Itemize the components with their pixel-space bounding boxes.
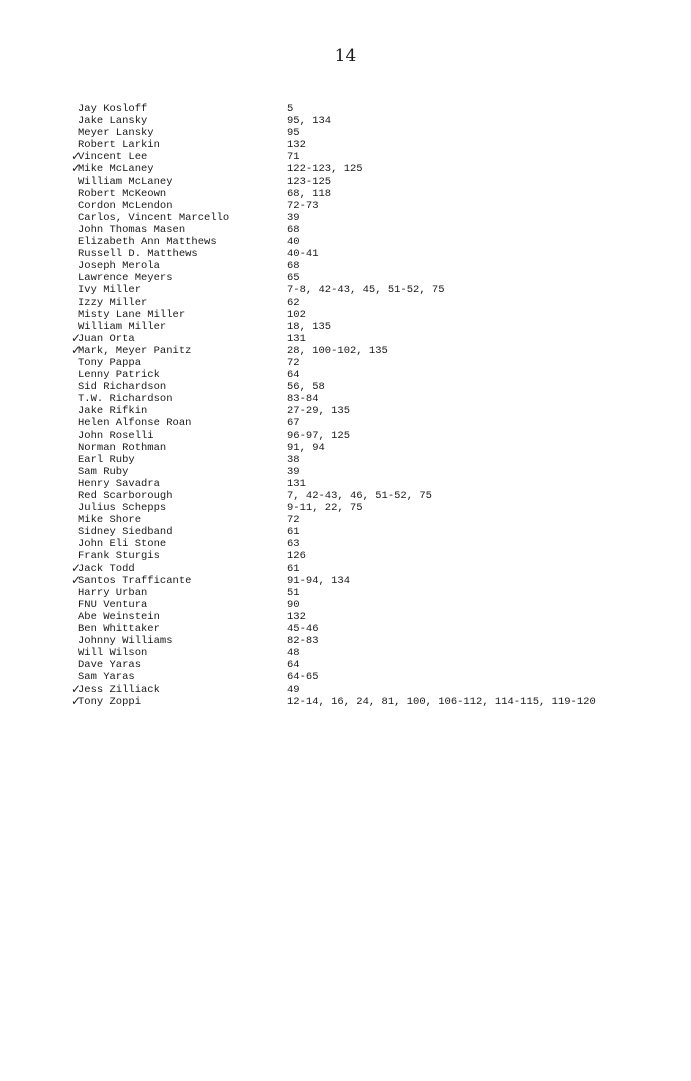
entry-page-references: 72 (287, 356, 300, 369)
index-entry (78, 466, 658, 478)
index-entry (78, 357, 658, 369)
entry-page-references: 61 (287, 526, 300, 539)
index-entry (78, 321, 658, 333)
entry-page-references: 9-11, 22, 75 (287, 502, 363, 515)
entry-page-references: 126 (287, 550, 306, 563)
handwritten-check-mark-icon: ✓ (71, 342, 82, 357)
entry-name: John Eli Stone (78, 538, 167, 551)
entry-name: Cordon McLendon (78, 199, 173, 212)
index-entry (78, 405, 658, 417)
entry-page-references: 131 (287, 477, 306, 490)
index-entry (78, 284, 658, 296)
entry-page-references: 102 (287, 308, 306, 321)
entry-page-references: 39 (287, 211, 300, 224)
handwritten-check-mark-icon: ✓ (71, 681, 82, 696)
entry-name: Santos Trafficante (78, 574, 192, 587)
index-entry (78, 115, 658, 127)
index-entry (78, 454, 658, 466)
index-entry (78, 526, 658, 538)
index-entry (78, 611, 658, 623)
entry-name: Vincent Lee (78, 151, 148, 164)
index-entry (78, 248, 658, 260)
handwritten-check-mark-icon: ✓ (71, 161, 82, 176)
index-entry (78, 647, 658, 659)
entry-name: Earl Ruby (78, 453, 135, 466)
index-entry (78, 381, 658, 393)
entry-name: Jay Kosloff (78, 103, 148, 115)
entry-page-references: 96-97, 125 (287, 429, 351, 442)
entry-page-references: 95, 134 (287, 115, 332, 128)
entry-name: Mike McLaney (78, 163, 154, 176)
index-entry (78, 212, 658, 224)
entry-name: Julius Schepps (78, 502, 167, 515)
entry-name: Dave Yaras (78, 659, 142, 672)
entry-page-references: 64 (287, 369, 300, 382)
entry-page-references: 38 (287, 453, 300, 466)
entry-name: Helen Alfonse Roan (78, 417, 192, 430)
handwritten-check-mark-icon: ✓ (71, 149, 82, 164)
entry-name: Henry Savadra (78, 477, 160, 490)
entry-page-references: 56, 58 (287, 381, 325, 394)
index-entry (78, 430, 658, 442)
entry-name: Robert Larkin (78, 139, 160, 152)
entry-name: Mike Shore (78, 514, 142, 527)
entry-name: Red Scarborough (78, 490, 173, 502)
entry-page-references: 132 (287, 139, 306, 152)
entry-page-references: 91, 94 (287, 441, 325, 454)
index-entry (78, 103, 658, 115)
entry-name: Sam Yaras (78, 671, 135, 684)
entry-name: T.W. Richardson (78, 393, 173, 406)
entry-page-references: 72 (287, 514, 300, 527)
index-entry (71, 572, 658, 587)
index-entry (78, 478, 658, 490)
entry-name: Jake Lansky (78, 115, 148, 128)
entry-page-references: 5 (287, 103, 294, 115)
entry-name: William McLaney (78, 175, 173, 188)
index-entry (78, 224, 658, 236)
entry-page-references: 7-8, 42-43, 45, 51-52, 75 (287, 284, 445, 297)
entry-page-references: 68 (287, 223, 300, 236)
entry-name: John Roselli (78, 429, 154, 442)
entry-name: Misty Lane Miller (78, 308, 186, 321)
entry-page-references: 71 (287, 151, 300, 164)
entry-name: Carlos, Vincent Marcello (78, 211, 230, 224)
entry-name: Norman Rothman (78, 441, 167, 454)
entry-page-references: 45-46 (287, 623, 319, 636)
index-entry (78, 599, 658, 611)
index-entry (78, 490, 658, 502)
entry-name: Sidney Siedband (78, 526, 173, 539)
entry-name: Izzy Miller (78, 296, 148, 309)
handwritten-check-mark-icon: ✓ (71, 693, 82, 708)
entry-page-references: 40 (287, 236, 300, 249)
entry-page-references: 18, 135 (287, 320, 332, 333)
index-entry (78, 587, 658, 599)
entry-page-references: 65 (287, 272, 300, 285)
page-number: 14 (334, 46, 357, 66)
entry-name: Robert McKeown (78, 187, 167, 200)
index-entry (78, 236, 658, 248)
handwritten-check-mark-icon: ✓ (71, 330, 82, 345)
entry-name: Harry Urban (78, 586, 148, 599)
name-index-list (71, 103, 658, 708)
entry-name: Frank Sturgis (78, 550, 160, 563)
index-entry (78, 272, 658, 284)
entry-name: Abe Weinstein (78, 610, 160, 623)
entry-name: John Thomas Masen (78, 223, 186, 236)
entry-page-references: 90 (287, 598, 300, 611)
index-entry (78, 671, 658, 683)
entry-name: Lenny Patrick (78, 369, 160, 382)
index-entry (78, 200, 658, 212)
entry-name: Sid Richardson (78, 381, 167, 394)
entry-name: Juan Orta (78, 332, 135, 345)
entry-name: Jake Rifkin (78, 405, 148, 418)
entry-name: Will Wilson (78, 647, 148, 660)
entry-page-references: 64 (287, 659, 300, 672)
handwritten-check-mark-icon: ✓ (71, 572, 82, 587)
entry-page-references: 27-29, 135 (287, 405, 351, 418)
entry-name: Jess Zilliack (78, 683, 160, 696)
index-entry (71, 560, 658, 575)
index-entry (78, 127, 658, 139)
handwritten-check-mark-icon: ✓ (71, 560, 82, 575)
entry-name: Jack Todd (78, 562, 135, 575)
index-entry (78, 188, 658, 200)
entry-page-references: 28, 100-102, 135 (287, 344, 388, 357)
entry-page-references: 7, 42-43, 46, 51-52, 75 (287, 490, 432, 502)
index-entry (78, 369, 658, 381)
index-entry (78, 635, 658, 647)
index-entry (78, 623, 658, 635)
entry-name: Johnny Williams (78, 635, 173, 648)
entry-name: Meyer Lansky (78, 127, 154, 140)
entry-page-references: 82-83 (287, 635, 319, 648)
entry-name: Elizabeth Ann Matthews (78, 236, 217, 249)
index-entry (78, 417, 658, 429)
index-entry (78, 309, 658, 321)
entry-page-references: 64-65 (287, 671, 319, 684)
entry-name: Lawrence Meyers (78, 272, 173, 285)
index-entry (78, 442, 658, 454)
index-entry (78, 514, 658, 526)
index-entry (71, 330, 658, 345)
index-entry (78, 550, 658, 562)
entry-name: William Miller (78, 320, 167, 333)
entry-page-references: 68, 118 (287, 187, 332, 200)
entry-page-references: 68 (287, 260, 300, 273)
entry-name: Sam Ruby (78, 465, 129, 478)
entry-page-references: 95 (287, 127, 300, 140)
entry-page-references: 123-125 (287, 175, 332, 188)
entry-page-references: 39 (287, 465, 300, 478)
index-entry (71, 693, 658, 708)
entry-page-references: 131 (287, 332, 306, 345)
entry-page-references: 40-41 (287, 248, 319, 261)
entry-page-references: 49 (287, 683, 300, 696)
index-entry (71, 149, 658, 164)
index-entry (78, 659, 658, 671)
entry-name: Tony Pappa (78, 356, 142, 369)
index-entry (78, 393, 658, 405)
entry-page-references: 72-73 (287, 199, 319, 212)
entry-name: Mark, Meyer Panitz (78, 344, 192, 357)
index-entry (71, 161, 658, 176)
entry-name: FNU Ventura (78, 598, 148, 611)
entry-page-references: 91-94, 134 (287, 574, 351, 587)
index-entry (78, 502, 658, 514)
entry-name: Ben Whittaker (78, 623, 160, 636)
index-entry (78, 538, 658, 550)
entry-page-references: 67 (287, 417, 300, 430)
entry-name: Russell D. Matthews (78, 248, 198, 261)
entry-name: Tony Zoppi (78, 695, 142, 708)
index-entry (78, 297, 658, 309)
index-entry (71, 342, 658, 357)
entry-name: Ivy Miller (78, 284, 142, 297)
entry-page-references: 63 (287, 538, 300, 551)
index-entry (78, 260, 658, 272)
entry-page-references: 122-123, 125 (287, 163, 363, 176)
entry-page-references: 132 (287, 610, 306, 623)
entry-page-references: 62 (287, 296, 300, 309)
entry-page-references: 83-84 (287, 393, 319, 406)
index-entry (71, 681, 658, 696)
entry-page-references: 12-14, 16, 24, 81, 100, 106-112, 114-115, 119-120 (287, 695, 596, 708)
entry-page-references: 48 (287, 647, 300, 660)
entry-page-references: 61 (287, 562, 300, 575)
index-entry (78, 176, 658, 188)
entry-page-references: 51 (287, 586, 300, 599)
index-entry (78, 139, 658, 151)
entry-name: Joseph Merola (78, 260, 160, 273)
